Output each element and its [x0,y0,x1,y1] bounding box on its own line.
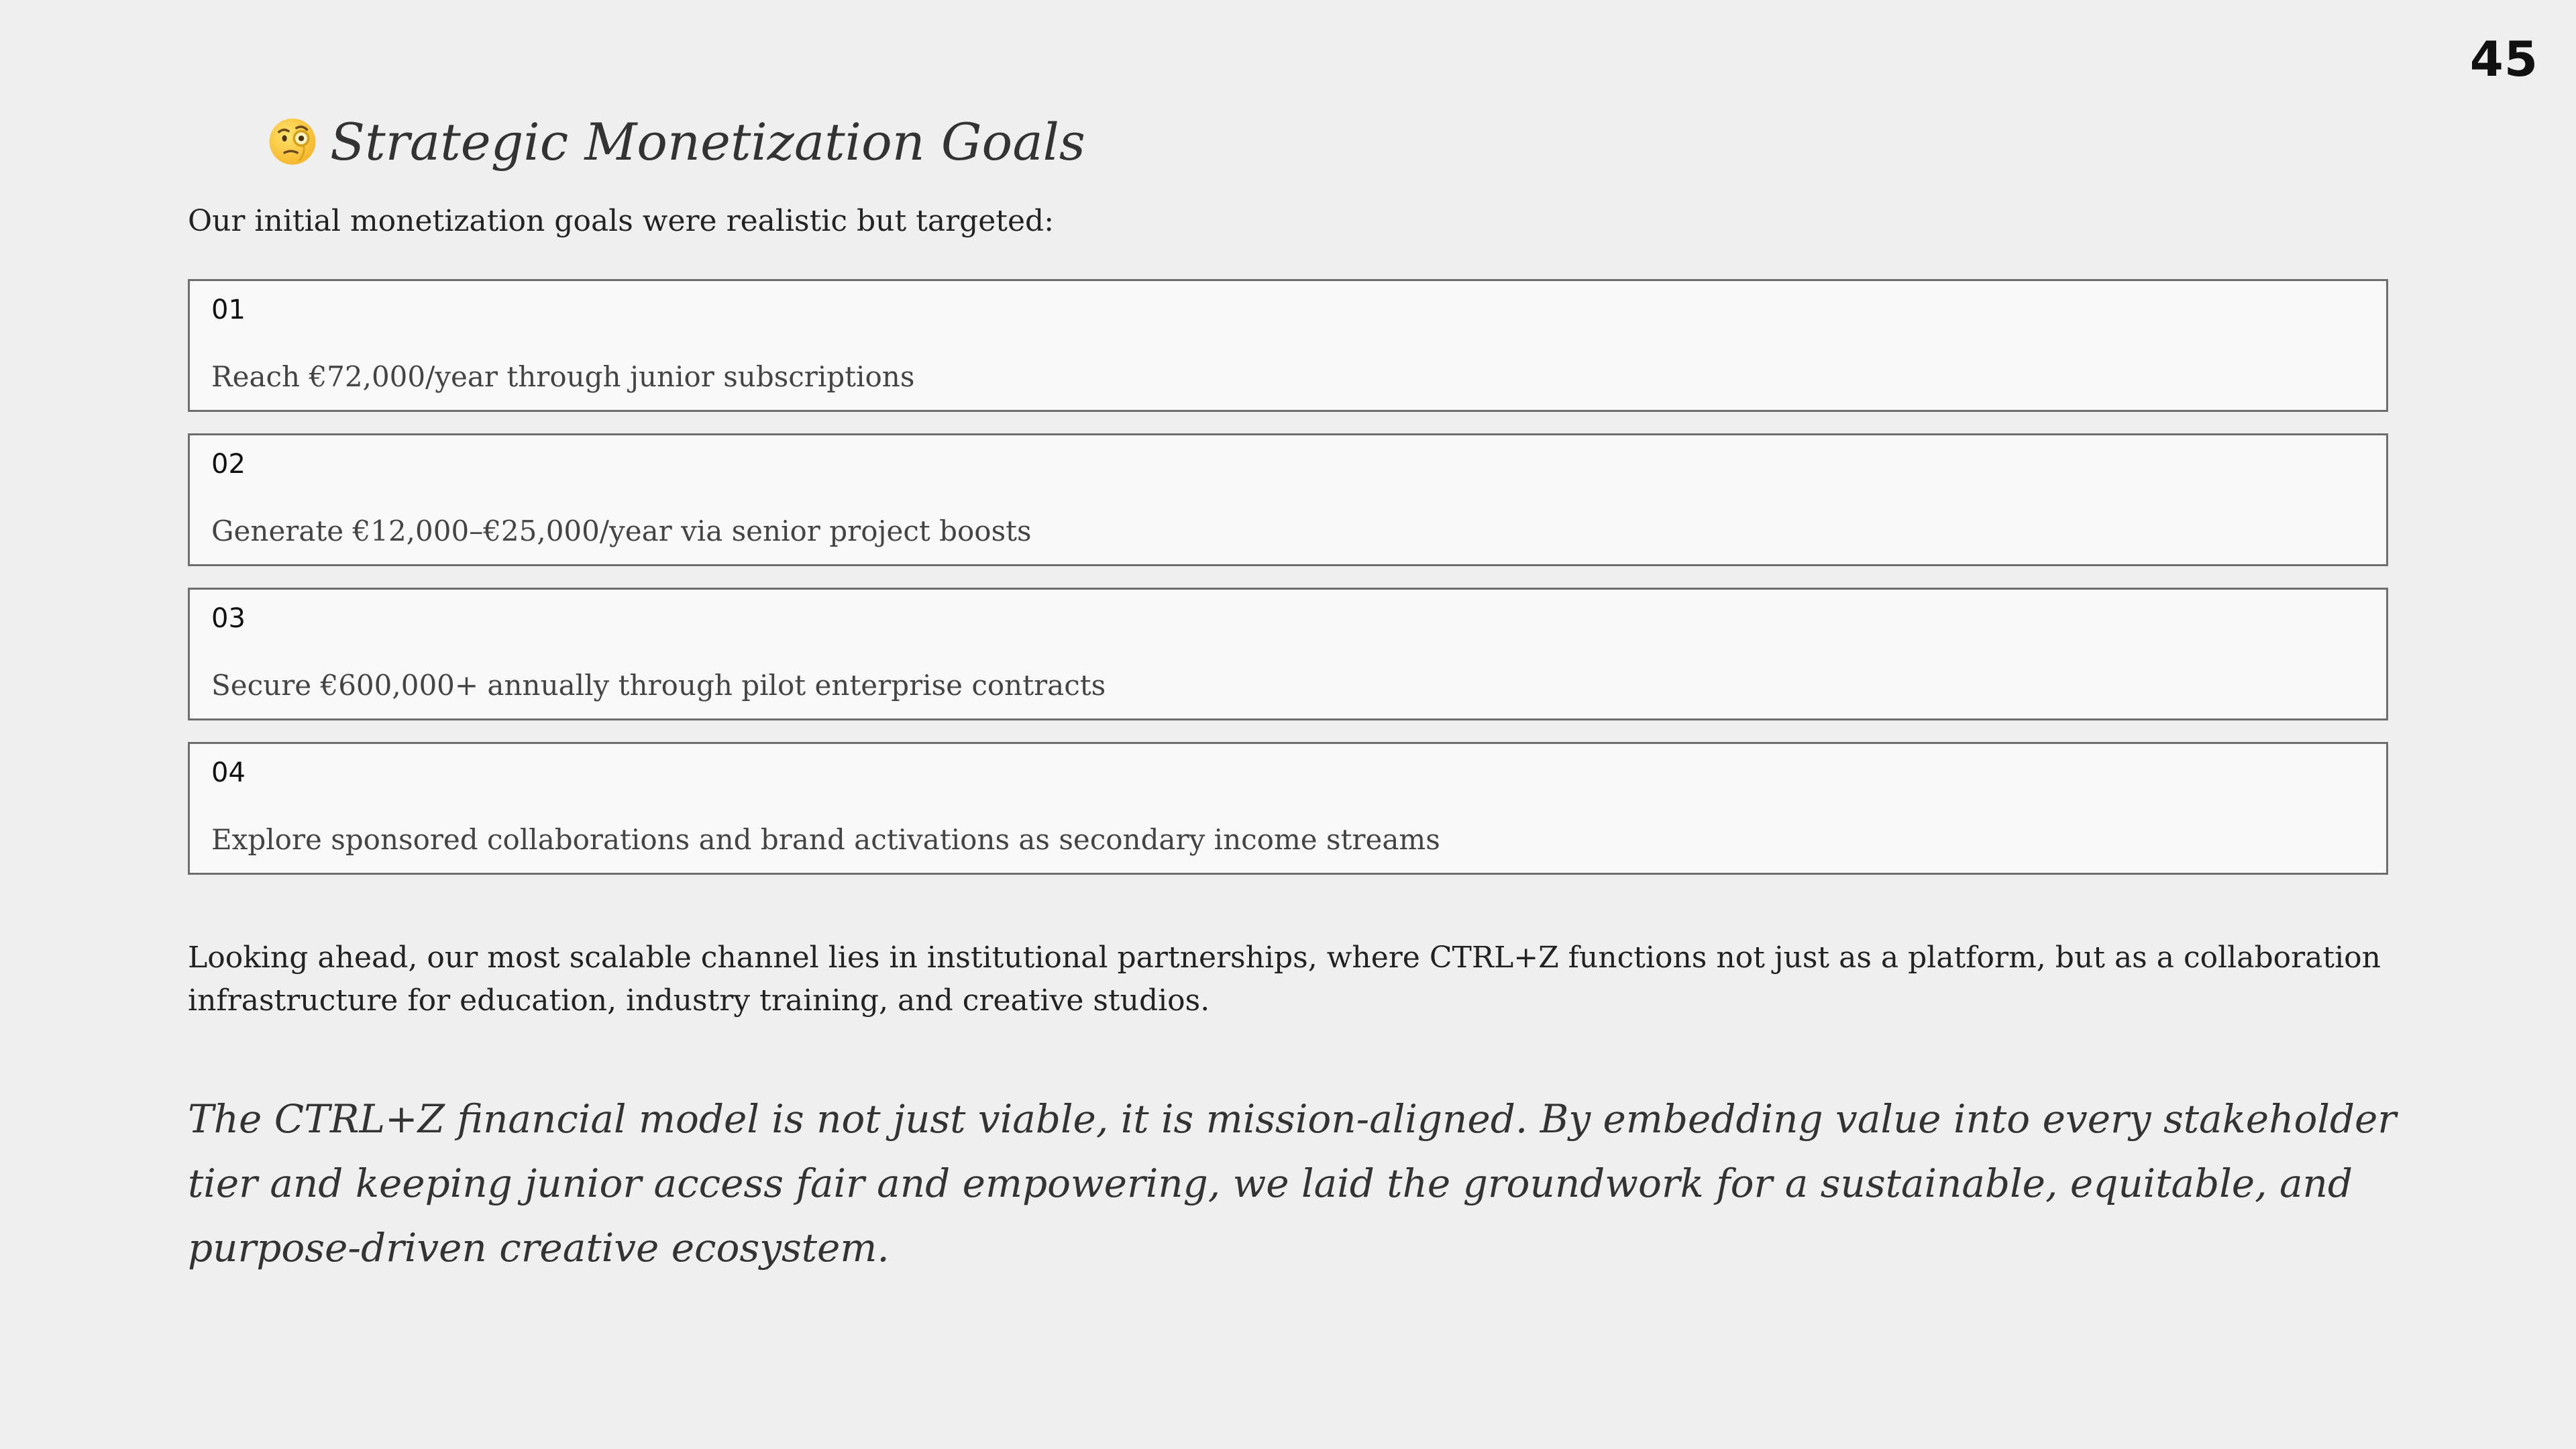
section-header [267,105,1085,178]
conclusion-quote: The CTRL+Z financial model is not just viable, it is mission-aligned. By embedding value into every stakeholder tier and keeping junior access fair and empowering, we laid the groundwork for a sustainable, equitable, and purpose-driven creative ecosystem. [188,1096,2397,1271]
intro-text: Our initial monetization goals were realistic but targeted: [188,204,1055,238]
page-title: Strategic Monetization Goals [330,111,1085,172]
face-with-monocle-icon [267,116,318,167]
outlook-paragraph: Looking ahead, our most scalable channel lies in institutional partnerships, where CTRL+Z functions not just as a platform, but as a collaboration infrastructure for education, industry training, and creative studios. [188,941,2381,1018]
goal-text: Secure €600,000+ annually through pilot enterprise contracts [211,669,1106,702]
page-number: 45 [2469,31,2538,87]
goal-number: 01 [211,294,246,325]
goal-card [188,433,2388,566]
goal-text: Generate €12,000–€25,000/year via senior project boosts [211,515,1032,547]
goal-text: Explore sponsored collaborations and brand activations as secondary income streams [211,823,1440,856]
goal-number: 02 [211,449,246,480]
goal-number: 04 [211,757,246,788]
goal-card [188,279,2388,412]
goal-card [188,588,2388,720]
goal-card [188,742,2388,875]
goals-list [188,279,2388,896]
goal-number: 03 [211,603,246,634]
goal-text: Reach €72,000/year through junior subscriptions [211,360,915,393]
